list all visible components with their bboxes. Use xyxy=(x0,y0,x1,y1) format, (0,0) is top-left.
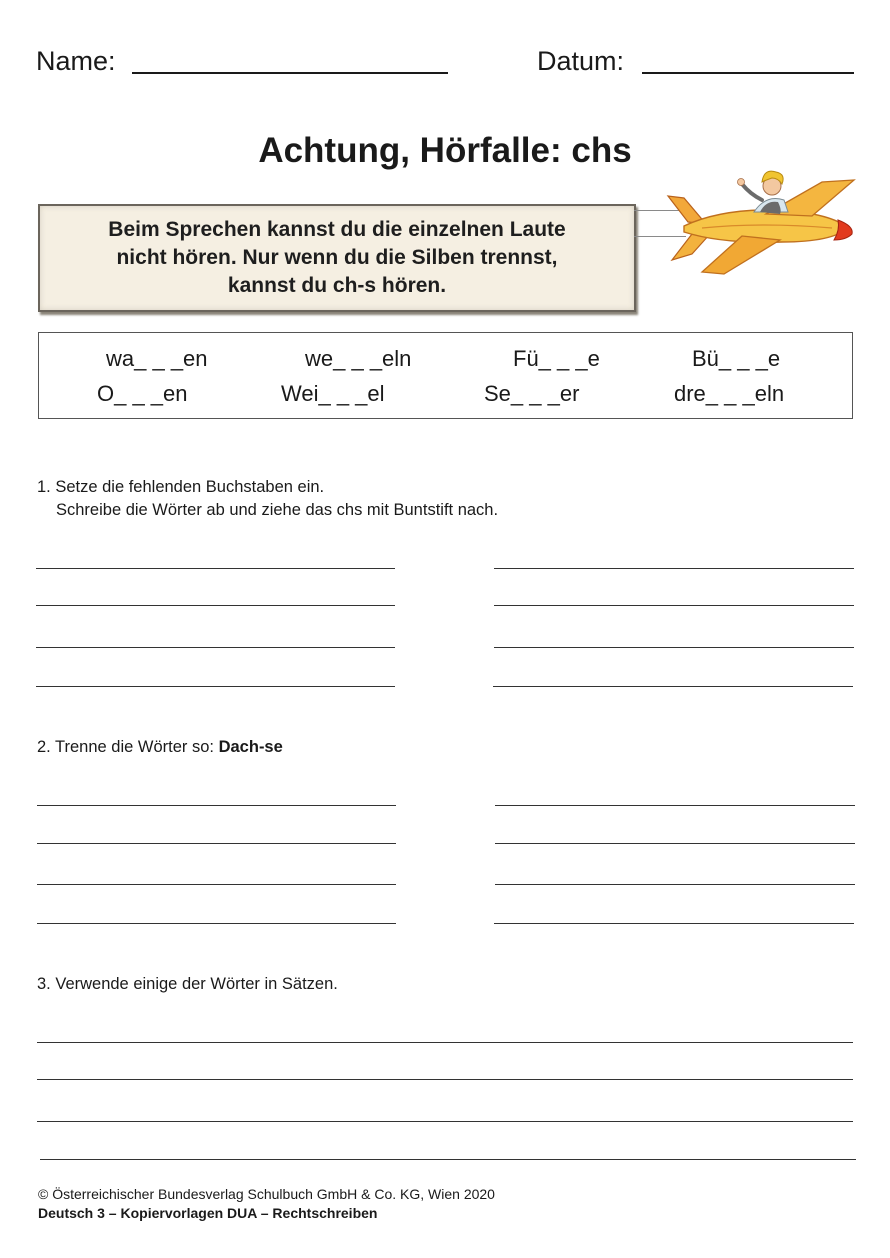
word-gap: Fü_ _ _e xyxy=(513,346,600,371)
info-line-3: kannst du ch-s hören. xyxy=(227,274,447,297)
info-line-1: Beim Sprechen kannst du die einzelnen Laute xyxy=(108,218,566,241)
task-1-instruction: 1. Setze die fehlenden Buchstaben ein. xyxy=(37,478,325,496)
write-line[interactable] xyxy=(493,686,853,687)
write-line[interactable] xyxy=(36,647,395,648)
word-gap: wa_ _ _en xyxy=(106,346,208,371)
task-2-example: Dach-se xyxy=(218,738,283,756)
task-3-instruction: 3. Verwende einige der Wörter in Sätzen. xyxy=(37,975,338,993)
word-gap: Se_ _ _er xyxy=(484,381,580,406)
write-line[interactable] xyxy=(37,805,396,806)
info-line-2: nicht hören. Nur wenn du die Silben trennst, xyxy=(116,246,558,269)
write-line[interactable] xyxy=(494,568,854,569)
write-line[interactable] xyxy=(40,1159,856,1160)
write-line[interactable] xyxy=(37,923,396,924)
name-write-line[interactable] xyxy=(132,72,448,74)
write-line[interactable] xyxy=(495,843,855,844)
task-1-instruction-cont: Schreibe die Wörter ab und ziehe das chs mit Buntstift nach. xyxy=(56,501,499,519)
write-line[interactable] xyxy=(494,923,854,924)
write-line[interactable] xyxy=(36,605,395,606)
date-label: Datum: xyxy=(537,46,625,76)
word-gap: Wei_ _ _el xyxy=(281,381,385,406)
write-line[interactable] xyxy=(36,686,395,687)
word-gap: dre_ _ _eln xyxy=(674,381,785,406)
page-title: Achtung, Hörfalle: chs xyxy=(258,131,632,170)
write-line[interactable] xyxy=(36,568,395,569)
airplane-pilot-illustration xyxy=(662,160,858,278)
write-line[interactable] xyxy=(37,843,396,844)
write-line[interactable] xyxy=(495,805,855,806)
word-gap: we_ _ _eln xyxy=(305,346,412,371)
footer-copyright: © Österreichischer Bundesverlag Schulbuch GmbH & Co. KG, Wien 2020 xyxy=(38,1186,495,1202)
write-line[interactable] xyxy=(495,884,855,885)
name-label: Name: xyxy=(36,46,116,76)
task-2-instruction: 2. Trenne die Wörter so: Dach-se xyxy=(37,738,283,756)
info-banner xyxy=(38,204,636,312)
write-line[interactable] xyxy=(494,647,854,648)
footer-series: Deutsch 3 – Kopiervorlagen DUA – Rechtschreiben xyxy=(38,1205,378,1221)
write-line[interactable] xyxy=(37,1121,853,1122)
word-gap: Bü_ _ _e xyxy=(692,346,781,371)
word-gap: O_ _ _en xyxy=(97,381,188,406)
write-line[interactable] xyxy=(494,605,854,606)
write-line[interactable] xyxy=(37,1042,853,1043)
write-line[interactable] xyxy=(37,884,396,885)
write-line[interactable] xyxy=(37,1079,853,1080)
date-write-line[interactable] xyxy=(642,72,854,74)
